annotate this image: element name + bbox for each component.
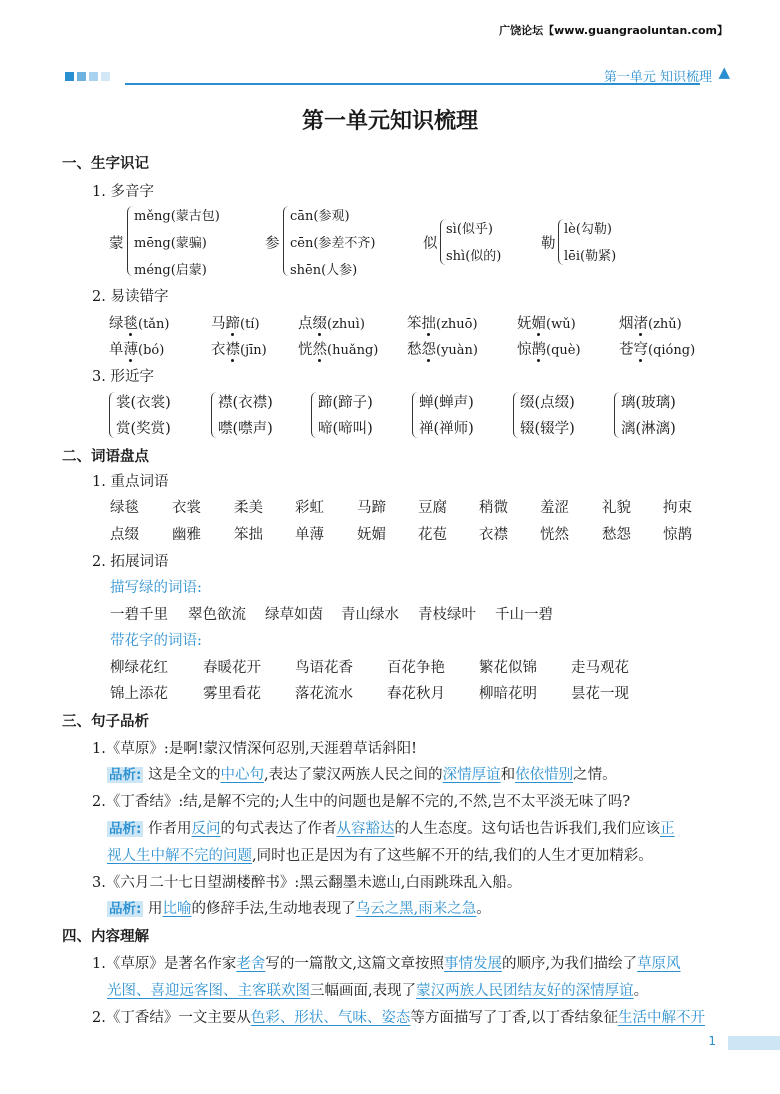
subsection-label: 1. 多音字 (92, 184, 154, 200)
word-char-dotted: 拙 (421, 316, 436, 332)
word-char: 惊 (517, 342, 532, 358)
confusing-word (619, 338, 695, 359)
decor-square (77, 72, 86, 81)
subsection-label: 1. 重点词语 (92, 474, 169, 490)
text: ,同时也正是因为有了这些解不开的结,我们的人生才更加精彩。 (252, 848, 653, 864)
category-label: 带花字的词语: (110, 633, 202, 649)
ext-word: 百花争艳 (387, 660, 445, 676)
key-phrase: 乌云之黑,雨来之急 (355, 901, 477, 917)
word-pinyin: (wǔ) (546, 317, 576, 332)
text: 这是全文的 (148, 767, 221, 783)
confusing-word (619, 312, 682, 333)
confusing-word (407, 312, 478, 333)
page-title: 第一单元知识梳理 (301, 109, 478, 134)
text: 等方面描写了丁香,以丁香结象征 (410, 1010, 618, 1026)
quoted-sentence: 1.《草原》:是啊!蒙汉情深何忍别,天涯碧草话斜阳! (92, 741, 417, 757)
brace (127, 206, 134, 276)
unit-label: 第一单元 知识梳理 (603, 70, 712, 85)
confusing-word (517, 312, 576, 333)
key-phrase: 依依惜别 (515, 767, 574, 783)
confusing-word (109, 312, 170, 333)
poly-reading: méng(启蒙) (134, 263, 207, 278)
text: 。 (633, 983, 649, 999)
text: 之情。 (573, 767, 617, 783)
confusing-word (211, 338, 267, 359)
key-phrase: 色彩、形状、气味、姿态 (250, 1010, 411, 1026)
word-pinyin: (zhǔ) (648, 317, 682, 332)
word-pinyin: (yuàn) (436, 343, 478, 358)
ext-word: 绿草如茵 (265, 607, 323, 623)
ext-word: 锦上添花 (110, 686, 168, 702)
poly-reading: lēi(勒紧) (564, 249, 617, 264)
analysis-line (107, 817, 675, 838)
word-char-dotted: 鹊 (531, 342, 546, 358)
poly-reading: cēn(参差不齐) (290, 236, 376, 251)
poly-reading: měng(蒙古包) (134, 209, 220, 224)
content-line (92, 1006, 705, 1027)
similar-char: 蝉(蝉声) (419, 395, 474, 411)
key-word: 礼貌 (602, 500, 631, 516)
key-word: 豆腐 (418, 500, 447, 516)
similar-char: 啼(啼叫) (318, 421, 373, 437)
confusing-word (407, 338, 478, 359)
key-phrase: 生活中解不开 (617, 1010, 705, 1026)
key-phrase: 正 (660, 821, 675, 837)
similar-char: 噤(噤声) (218, 421, 273, 437)
text: 的顺序,为我们描绘了 (501, 956, 638, 972)
similar-char: 漓(淋漓) (621, 421, 676, 437)
poly-reading: shēn(人参) (290, 263, 358, 278)
key-word: 惊鹊 (663, 527, 692, 543)
similar-char: 裳(衣裳) (116, 395, 171, 411)
analysis-line (107, 763, 617, 784)
poly-reading: lè(勾勒) (564, 222, 612, 237)
word-char-dotted: 缀 (312, 316, 327, 332)
confusing-word (211, 312, 260, 333)
confusing-word (109, 338, 164, 359)
key-word: 拘束 (663, 500, 692, 516)
ext-word: 柳暗花明 (479, 686, 537, 702)
site-label: 广饶论坛【www.guangraoluntan.com】 (499, 24, 728, 37)
word-char: 单 (109, 342, 124, 358)
poly-reading: cān(参观) (290, 209, 350, 224)
content-line (92, 952, 681, 973)
subsection-label: 3. 形近字 (92, 369, 154, 385)
word-char-dotted: 怨 (421, 342, 436, 358)
word-char: 点 (298, 316, 313, 332)
poly-char: 勒 (541, 236, 556, 252)
poly-char: 参 (265, 236, 280, 252)
key-phrase: 视人生中解不完的问题 (107, 848, 252, 864)
key-word: 恍然 (540, 527, 569, 543)
word-pinyin: (zhuō) (436, 317, 478, 332)
analysis-tag: 品析: (109, 901, 142, 917)
decor-square (101, 72, 110, 81)
key-word: 衣裳 (172, 500, 201, 516)
key-word: 稍微 (479, 500, 508, 516)
text: 1.《草原》是著名作家 (92, 956, 237, 972)
text: 。 (476, 901, 491, 917)
text: 2.《丁香结》一文主要从 (92, 1010, 251, 1026)
word-char: 衣 (211, 342, 226, 358)
ext-word: 春花秋月 (387, 686, 445, 702)
similar-char: 赏(奖赏) (116, 421, 171, 437)
key-phrase: 比喻 (162, 901, 192, 917)
text: 和 (500, 767, 516, 783)
word-pinyin: (zhuì) (327, 317, 365, 332)
word-char-dotted: 薄 (123, 342, 138, 358)
key-word: 羞涩 (540, 500, 569, 516)
word-pinyin: (huǎng) (327, 343, 379, 358)
brace (283, 206, 290, 276)
ext-word: 走马观花 (571, 660, 629, 676)
ext-word: 春暖花开 (203, 660, 261, 676)
text: 的人生态度。这句话也告诉我们,我们应该 (394, 821, 661, 837)
key-phrase: 事情发展 (443, 956, 502, 972)
page-number: 1 (708, 1034, 716, 1048)
section-heading: 三、句子品析 (62, 714, 149, 730)
ext-word: 一碧千里 (110, 607, 168, 623)
ext-word: 翠色欲流 (188, 607, 246, 623)
word-char: 烟 (619, 316, 634, 332)
key-word: 彩虹 (295, 500, 324, 516)
brace (311, 392, 317, 438)
text: 作者用 (148, 821, 192, 837)
word-pinyin: (qióng) (648, 343, 696, 358)
key-word: 幽雅 (172, 527, 201, 543)
word-char: 马 (211, 316, 226, 332)
key-phrase: 深情厚谊 (442, 767, 501, 783)
key-word: 点缀 (110, 527, 139, 543)
text: 的修辞手法,生动地表现了 (191, 901, 356, 917)
section-heading: 一、生字识记 (62, 156, 149, 172)
word-pinyin: (tí) (240, 317, 260, 332)
key-phrase: 中心句 (220, 767, 265, 783)
decor-squares (65, 72, 110, 81)
section-heading: 四、内容理解 (62, 929, 149, 945)
poly-char: 似 (423, 236, 438, 252)
confusing-word (517, 338, 581, 359)
ext-word: 昙花一现 (571, 686, 629, 702)
key-word: 马蹄 (357, 500, 386, 516)
word-pinyin: (bó) (138, 343, 165, 358)
key-phrase: 反问 (191, 821, 221, 837)
key-phrase: 从容豁达 (336, 821, 395, 837)
brace (412, 392, 418, 438)
category-label: 描写绿的词语: (110, 580, 202, 596)
decor-square (65, 72, 74, 81)
ext-word: 千山一碧 (495, 607, 553, 623)
quoted-sentence: 2.《丁香结》:结,是解不完的;人生中的问题也是解不完的,不然,岂不太平淡无味了吗? (92, 794, 631, 810)
subsection-label: 2. 拓展词语 (92, 554, 169, 570)
word-char-dotted: 毯 (123, 316, 138, 332)
poly-reading: shì(似的) (446, 249, 502, 264)
key-word: 花苞 (418, 527, 447, 543)
ext-word: 落花流水 (295, 686, 353, 702)
word-char-dotted: 渚 (633, 316, 648, 332)
text: 写的一篇散文,这篇文章按照 (265, 956, 444, 972)
analysis-tag: 品析: (109, 821, 142, 837)
similar-char: 蹄(蹄子) (318, 395, 373, 411)
section-heading: 二、词语盘点 (62, 449, 149, 465)
similar-char: 辍(辍学) (520, 421, 575, 437)
brace (513, 392, 519, 438)
ext-word: 繁花似锦 (479, 660, 537, 676)
word-char: 愁 (407, 342, 422, 358)
text: 三幅画面,表现了 (310, 983, 417, 999)
footer-bar (728, 1036, 780, 1050)
word-char-dotted: 媚 (531, 316, 546, 332)
key-word: 笨拙 (234, 527, 263, 543)
text: 的句式表达了作者 (220, 821, 337, 837)
word-char: 笨 (407, 316, 422, 332)
word-char: 绿 (109, 316, 124, 332)
analysis-line (107, 844, 653, 865)
confusing-word (298, 338, 378, 359)
quoted-sentence: 3.《六月二十七日望湖楼醉书》:黑云翻墨未遮山,白雨跳珠乱入船。 (92, 875, 522, 891)
content-line (107, 979, 648, 1000)
word-char: 恍 (298, 342, 313, 358)
word-char: 苍 (619, 342, 634, 358)
page-header-bar (65, 63, 730, 86)
brace (614, 392, 620, 438)
decor-square (89, 72, 98, 81)
word-char-dotted: 穹 (633, 342, 648, 358)
ext-word: 青枝绿叶 (418, 607, 476, 623)
word-char: 妩 (517, 316, 532, 332)
word-pinyin: (què) (546, 343, 581, 358)
subsection-label: 2. 易读错字 (92, 289, 169, 305)
key-phrase: 老舍 (236, 956, 266, 972)
brace (211, 392, 217, 438)
key-phrase: 光图、喜迎远客图、主客联欢图 (107, 983, 310, 999)
poly-reading: sì(似乎) (446, 222, 493, 237)
ext-word: 鸟语花香 (295, 660, 353, 676)
text: ,表达了蒙汉两族人民之间的 (264, 767, 443, 783)
ext-word: 青山绿水 (341, 607, 399, 623)
key-word: 妩媚 (357, 527, 386, 543)
similar-char: 襟(衣襟) (218, 395, 273, 411)
ext-word: 雾里看花 (203, 686, 261, 702)
key-word: 绿毯 (110, 500, 139, 516)
word-char-dotted: 蹄 (225, 316, 240, 332)
brace (109, 392, 115, 438)
key-word: 衣襟 (479, 527, 508, 543)
analysis-tag: 品析: (109, 767, 142, 783)
key-phrase: 草原风 (637, 956, 681, 972)
word-pinyin: (tǎn) (138, 317, 170, 332)
similar-char: 璃(玻璃) (621, 395, 676, 411)
text: 用 (148, 901, 163, 917)
key-word: 柔美 (234, 500, 263, 516)
graduation-cap-icon: ▲ (718, 63, 730, 81)
similar-char: 禅(禅师) (419, 421, 474, 437)
word-pinyin: (jīn) (240, 343, 267, 358)
word-char-dotted: 然 (312, 342, 327, 358)
poly-char: 蒙 (109, 236, 124, 252)
analysis-line (107, 897, 491, 918)
confusing-word (298, 312, 365, 333)
poly-reading: mēng(蒙骗) (134, 236, 207, 251)
key-word: 单薄 (295, 527, 324, 543)
similar-char: 缀(点缀) (520, 395, 575, 411)
word-char-dotted: 襟 (225, 342, 240, 358)
key-phrase: 蒙汉两族人民团结友好的深情厚谊 (416, 983, 634, 999)
key-word: 愁怨 (602, 527, 631, 543)
ext-word: 柳绿花红 (110, 660, 168, 676)
